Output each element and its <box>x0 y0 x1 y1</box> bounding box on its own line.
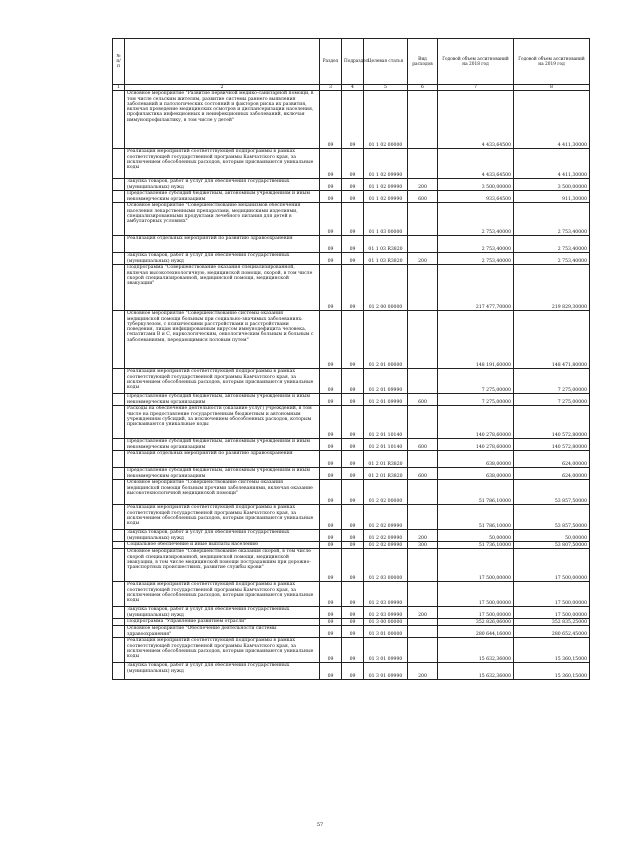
row-num-cell <box>113 439 125 451</box>
row-num-cell <box>113 149 125 179</box>
row-num-cell <box>113 451 125 468</box>
row-num-cell <box>113 468 125 480</box>
row-target-article-cell: 01 2 01 09990 <box>364 394 408 406</box>
row-razdel-cell: 09 <box>320 607 342 619</box>
row-num-cell <box>113 311 125 369</box>
row-name-cell: Основное мероприятие "Совершенствование оказания скорой, в том числе скорой специализированной, медицинской помощи, медицинской эвакуации, в том числе медицинской помощи пострадавшим при дорожно-транспортных происшествиях, развитие службы крови" <box>125 549 320 582</box>
table-row <box>113 480 590 505</box>
row-volume-2018-cell: 15 632,36000 <box>438 663 514 680</box>
row-razdel-cell: 09 <box>320 149 342 179</box>
row-podrazdel-cell: 09 <box>342 406 364 439</box>
row-expense-type-cell: 600 <box>408 191 438 203</box>
row-volume-2019-cell: 4 411,30000 <box>514 149 590 179</box>
row-expense-type-cell <box>408 626 438 638</box>
row-target-article-cell: 01 2 02 09990 <box>364 530 408 542</box>
row-podrazdel-cell: 09 <box>342 265 364 311</box>
row-razdel-cell: 09 <box>320 480 342 505</box>
row-volume-2018-cell: 15 632,36000 <box>438 638 514 663</box>
row-razdel-cell: 09 <box>320 236 342 253</box>
row-num-cell <box>113 530 125 542</box>
row-volume-2019-cell: 15 360,15000 <box>514 663 590 680</box>
table-row <box>113 663 590 680</box>
row-volume-2019-cell: 7 275,00000 <box>514 394 590 406</box>
row-razdel-cell: 09 <box>320 394 342 406</box>
row-razdel-cell: 09 <box>320 406 342 439</box>
row-num-cell <box>113 203 125 236</box>
row-volume-2019-cell: 624,00000 <box>514 468 590 480</box>
table-row <box>113 626 590 638</box>
row-razdel-cell: 09 <box>320 451 342 468</box>
row-volume-2019-cell: 140 572,80000 <box>514 439 590 451</box>
row-expense-type-cell: 600 <box>408 468 438 480</box>
row-volume-2018-cell: 17 500,00000 <box>438 607 514 619</box>
table-row <box>113 451 590 468</box>
row-num-cell <box>113 607 125 619</box>
row-num-cell <box>113 663 125 680</box>
header-volume-2018: Годовой объем ассигнований на 2018 год <box>438 39 514 85</box>
table-row <box>113 203 590 236</box>
row-expense-type-cell: 600 <box>408 394 438 406</box>
table-row <box>113 265 590 311</box>
col-number: 1 <box>113 85 125 91</box>
row-name-cell: Закупка товаров, работ и услуг для обеспечения государственных (муниципальных) нужд <box>125 179 320 191</box>
row-volume-2018-cell: 3 500,00000 <box>438 179 514 191</box>
row-podrazdel-cell: 09 <box>342 179 364 191</box>
row-podrazdel-cell: 09 <box>342 394 364 406</box>
table-row <box>113 638 590 663</box>
row-target-article-cell: 01 1 02 09990 <box>364 179 408 191</box>
row-target-article-cell: 01 2 01 R3820 <box>364 468 408 480</box>
row-target-article-cell: 01 3 01 09990 <box>364 663 408 680</box>
row-razdel-cell: 09 <box>320 369 342 394</box>
row-expense-type-cell <box>408 149 438 179</box>
row-podrazdel-cell: 09 <box>342 626 364 638</box>
row-name-cell: Основное мероприятие "Развитие первичной медико-санитарной помощи, в том числе сельским жителям, развитие системы раннего выявления заболеваний и патологических состояний и факторов риска их развития, включая проведение медицинских осмотров и диспансеризации населения, профилактика инфекционных и неинфекционных заболеваний, включая иммунопрофилактику, в том числе у детей" <box>125 91 320 149</box>
table-row <box>113 582 590 607</box>
table-row <box>113 311 590 369</box>
row-podrazdel-cell: 09 <box>342 439 364 451</box>
row-num-cell <box>113 179 125 191</box>
row-volume-2019-cell: 624,00000 <box>514 451 590 468</box>
row-volume-2018-cell: 140 278,60000 <box>438 406 514 439</box>
row-num-cell <box>113 505 125 530</box>
row-target-article-cell: 01 1 03 R3820 <box>364 253 408 265</box>
row-expense-type-cell <box>408 582 438 607</box>
row-name-cell: Реализация мероприятий соответствующей подпрограммы в рамках соответствующей государственной программы Камчатского края, за исключением обособленных расходов, которым присваиваются уникальные коды <box>125 638 320 663</box>
col-number: 7 <box>438 85 514 91</box>
row-podrazdel-cell: 09 <box>342 203 364 236</box>
row-name-cell: Основное мероприятие "Обеспечение деятельности системы здравоохранения" <box>125 626 320 638</box>
row-target-article-cell: 01 2 01 10140 <box>364 406 408 439</box>
row-target-article-cell: 01 1 03 00000 <box>364 203 408 236</box>
row-target-article-cell: 01 3 01 09990 <box>364 638 408 663</box>
row-target-article-cell: 01 2 03 09990 <box>364 582 408 607</box>
row-podrazdel-cell: 09 <box>342 638 364 663</box>
row-num-cell <box>113 582 125 607</box>
row-razdel-cell: 09 <box>320 253 342 265</box>
row-podrazdel-cell: 09 <box>342 236 364 253</box>
row-name-cell: Закупка товаров, работ и услуг для обеспечения государственных (муниципальных) нужд <box>125 530 320 542</box>
row-razdel-cell: 09 <box>320 311 342 369</box>
row-volume-2019-cell: 17 500,00000 <box>514 607 590 619</box>
col-number: 3 <box>320 85 342 91</box>
row-expense-type-cell <box>408 311 438 369</box>
row-num-cell <box>113 480 125 505</box>
row-volume-2019-cell: 53 857,50000 <box>514 505 590 530</box>
table-row <box>113 549 590 582</box>
row-num-cell <box>113 394 125 406</box>
row-podrazdel-cell: 09 <box>342 451 364 468</box>
table-row <box>113 406 590 439</box>
row-expense-type-cell <box>408 91 438 149</box>
table-row <box>113 149 590 179</box>
row-podrazdel-cell: 09 <box>342 549 364 582</box>
row-razdel-cell: 09 <box>320 91 342 149</box>
row-volume-2019-cell: 911,30000 <box>514 191 590 203</box>
table-row <box>113 91 590 149</box>
row-name-cell: Предоставление субсидий бюджетным, автономным учреждениям и иным некоммерческим организациям <box>125 468 320 480</box>
table-row <box>113 369 590 394</box>
row-razdel-cell: 09 <box>320 638 342 663</box>
row-name-cell: Основное мероприятие "Совершенствование механизмов обеспечения населения лекарственными препаратами, медицинскими изделиями, специализированными продуктами лечебного питания для детей в амбулаторных условиях" <box>125 203 320 236</box>
header-podrazdel: Подраздел <box>342 39 364 85</box>
row-name-cell: Реализация отдельных мероприятий по развитию здравоохранения <box>125 236 320 253</box>
row-target-article-cell: 01 2 02 09990 <box>364 542 408 549</box>
col-number: 6 <box>408 85 438 91</box>
row-num-cell <box>113 91 125 149</box>
row-name-cell: Основное мероприятие "Совершенствование системы оказания медицинской помощи больным при социально-значимых заболеваниях: туберкулезом, с психическими расстройствами и расстройствами поведения, лицам инфицированным вирусом иммунодефицита человека, гепатитами В и С, наркологическим, онкологическим больным и больным с заболеваниями, передающимися половым путем" <box>125 311 320 369</box>
row-volume-2018-cell: 50,00000 <box>438 530 514 542</box>
row-expense-type-cell: 200 <box>408 607 438 619</box>
row-podrazdel-cell: 09 <box>342 253 364 265</box>
row-expense-type-cell <box>408 406 438 439</box>
row-num-cell <box>113 542 125 549</box>
row-razdel-cell: 09 <box>320 582 342 607</box>
row-razdel-cell: 09 <box>320 265 342 311</box>
table-row <box>113 505 590 530</box>
budget-table <box>112 38 590 680</box>
row-volume-2018-cell: 2 753,40000 <box>438 236 514 253</box>
row-name-cell: Закупка товаров, работ и услуг для обеспечения государственных (муниципальных) нужд <box>125 607 320 619</box>
row-target-article-cell: 01 2 00 00000 <box>364 265 408 311</box>
row-volume-2019-cell: 53 807,50000 <box>514 542 590 549</box>
row-volume-2019-cell: 3 500,00000 <box>514 179 590 191</box>
row-expense-type-cell <box>408 549 438 582</box>
row-razdel-cell: 09 <box>320 203 342 236</box>
row-volume-2019-cell: 148 471,80000 <box>514 311 590 369</box>
header-name <box>125 39 320 85</box>
table-header-row <box>113 39 590 85</box>
row-razdel-cell: 09 <box>320 549 342 582</box>
row-num-cell <box>113 549 125 582</box>
row-num-cell <box>113 236 125 253</box>
col-number: 8 <box>514 85 590 91</box>
row-expense-type-cell: 200 <box>408 253 438 265</box>
row-target-article-cell: 01 2 03 00000 <box>364 549 408 582</box>
row-volume-2019-cell: 53 857,50000 <box>514 480 590 505</box>
row-volume-2018-cell: 280 644,16000 <box>438 626 514 638</box>
row-expense-type-cell <box>408 480 438 505</box>
row-volume-2018-cell: 7 275,00000 <box>438 369 514 394</box>
row-expense-type-cell: 600 <box>408 439 438 451</box>
row-volume-2018-cell: 933,64500 <box>438 191 514 203</box>
col-number: 2 <box>125 85 320 91</box>
row-name-cell: Закупка товаров, работ и услуг для обеспечения государственных (муниципальных) нужд <box>125 663 320 680</box>
row-volume-2018-cell: 638,00000 <box>438 451 514 468</box>
col-number: 4 <box>342 85 364 91</box>
row-target-article-cell: 01 1 02 09990 <box>364 149 408 179</box>
row-podrazdel-cell: 09 <box>342 505 364 530</box>
row-volume-2019-cell: 15 360,15000 <box>514 638 590 663</box>
row-razdel-cell: 09 <box>320 505 342 530</box>
row-volume-2018-cell: 51 786,10000 <box>438 480 514 505</box>
header-volume-2019: Годовой объем ассигнований на 2019 год <box>514 39 590 85</box>
row-target-article-cell: 01 1 02 00000 <box>364 91 408 149</box>
header-expense-type: Вид расходов <box>408 39 438 85</box>
row-razdel-cell: 09 <box>320 439 342 451</box>
header-target-article: Целевая статья <box>364 39 408 85</box>
row-expense-type-cell <box>408 265 438 311</box>
row-volume-2019-cell: 17 500,00000 <box>514 582 590 607</box>
row-num-cell <box>113 265 125 311</box>
row-volume-2019-cell: 352 835,25000 <box>514 619 590 626</box>
table-row <box>113 191 590 203</box>
row-volume-2018-cell: 217 477,70000 <box>438 265 514 311</box>
row-volume-2019-cell: 140 572,80000 <box>514 406 590 439</box>
row-num-cell <box>113 619 125 626</box>
row-target-article-cell: 01 2 01 00000 <box>364 311 408 369</box>
row-volume-2018-cell: 638,00000 <box>438 468 514 480</box>
row-num-cell <box>113 253 125 265</box>
row-volume-2018-cell: 17 500,00000 <box>438 582 514 607</box>
row-target-article-cell: 01 2 01 R3820 <box>364 451 408 468</box>
row-razdel-cell: 09 <box>320 179 342 191</box>
row-volume-2019-cell: 219 829,30000 <box>514 265 590 311</box>
table-row <box>113 179 590 191</box>
row-target-article-cell: 01 1 03 R3820 <box>364 236 408 253</box>
row-podrazdel-cell: 09 <box>342 663 364 680</box>
row-num-cell <box>113 626 125 638</box>
row-podrazdel-cell: 09 <box>342 530 364 542</box>
row-podrazdel-cell: 09 <box>342 468 364 480</box>
row-target-article-cell: 01 2 01 10140 <box>364 439 408 451</box>
row-volume-2018-cell: 4 433,64500 <box>438 149 514 179</box>
table-row <box>113 236 590 253</box>
row-name-cell: Реализация мероприятий соответствующей подпрограммы в рамках соответствующей государственной программы Камчатского края, за исключением обособленных расходов, которым присваиваются уникальные коды <box>125 369 320 394</box>
row-podrazdel-cell: 09 <box>342 480 364 505</box>
row-razdel-cell: 09 <box>320 542 342 549</box>
row-volume-2018-cell: 51 786,10000 <box>438 505 514 530</box>
row-razdel-cell: 09 <box>320 663 342 680</box>
row-expense-type-cell <box>408 369 438 394</box>
row-razdel-cell: 09 <box>320 468 342 480</box>
row-target-article-cell: 01 3 01 00000 <box>364 626 408 638</box>
row-expense-type-cell <box>408 451 438 468</box>
row-volume-2018-cell: 352 826,06000 <box>438 619 514 626</box>
row-volume-2018-cell: 2 753,40000 <box>438 253 514 265</box>
row-expense-type-cell <box>408 505 438 530</box>
row-razdel-cell: 09 <box>320 619 342 626</box>
row-podrazdel-cell: 09 <box>342 619 364 626</box>
row-volume-2018-cell: 148 191,60000 <box>438 311 514 369</box>
table-row <box>113 607 590 619</box>
row-name-cell: Закупка товаров, работ и услуг для обеспечения государственных (муниципальных) нужд <box>125 253 320 265</box>
row-volume-2019-cell: 4 411,30000 <box>514 91 590 149</box>
row-target-article-cell: 01 2 02 09990 <box>364 505 408 530</box>
row-volume-2018-cell: 140 278,60000 <box>438 439 514 451</box>
row-name-cell: Социальное обеспечение и иные выплаты населению <box>125 542 320 549</box>
row-podrazdel-cell: 09 <box>342 91 364 149</box>
row-podrazdel-cell: 09 <box>342 369 364 394</box>
table-row <box>113 530 590 542</box>
row-volume-2019-cell: 280 652,45000 <box>514 626 590 638</box>
row-podrazdel-cell: 09 <box>342 311 364 369</box>
row-volume-2019-cell: 2 753,40000 <box>514 253 590 265</box>
table-row <box>113 253 590 265</box>
row-podrazdel-cell: 09 <box>342 542 364 549</box>
row-volume-2019-cell: 17 500,00000 <box>514 549 590 582</box>
row-podrazdel-cell: 09 <box>342 191 364 203</box>
row-num-cell <box>113 191 125 203</box>
col-number: 5 <box>364 85 408 91</box>
row-num-cell <box>113 406 125 439</box>
header-razdel: Раздел <box>320 39 342 85</box>
row-name-cell: Подпрограмма "Совершенствование оказания специализированной, включая высокотехнологичную, медицинской помощи, скорой, в том числе скорой специализированной, медицинской помощи, медицинской эвакуации" <box>125 265 320 311</box>
row-name-cell: Реализация мероприятий соответствующей подпрограммы в рамках соответствующей государственной программы Камчатского края, за исключением обособленных расходов, которым присваиваются уникальные коды <box>125 149 320 179</box>
row-volume-2018-cell: 2 753,40000 <box>438 203 514 236</box>
row-volume-2019-cell: 2 753,40000 <box>514 203 590 236</box>
row-razdel-cell: 09 <box>320 191 342 203</box>
row-name-cell: Предоставление субсидий бюджетным, автономным учреждениям и иным некоммерческим организациям <box>125 394 320 406</box>
row-volume-2018-cell: 17 500,00000 <box>438 549 514 582</box>
row-name-cell: Расходы на обеспечение деятельности (оказание услуг) учреждений, в том числе на предоставление государственным бюджетным и автономным учреждениям субсидий, за исключением обособленных расходов, которым присваиваются уникальные коды <box>125 406 320 439</box>
header-num: № п/п <box>113 39 125 85</box>
row-volume-2018-cell: 4 433,64500 <box>438 91 514 149</box>
row-volume-2018-cell: 51 736,10000 <box>438 542 514 549</box>
row-num-cell <box>113 369 125 394</box>
row-volume-2018-cell: 7 275,00000 <box>438 394 514 406</box>
row-name-cell: Подпрограмма "Управление развитием отрасли" <box>125 619 320 626</box>
row-expense-type-cell <box>408 236 438 253</box>
row-num-cell <box>113 638 125 663</box>
row-target-article-cell: 01 2 01 09990 <box>364 369 408 394</box>
row-expense-type-cell: 300 <box>408 542 438 549</box>
row-expense-type-cell: 200 <box>408 179 438 191</box>
row-name-cell: Предоставление субсидий бюджетным, автономным учреждениям и иным некоммерческим организациям <box>125 191 320 203</box>
row-podrazdel-cell: 09 <box>342 582 364 607</box>
budget-table-sheet <box>112 38 589 680</box>
row-podrazdel-cell: 09 <box>342 149 364 179</box>
table-row <box>113 439 590 451</box>
table-row <box>113 619 590 626</box>
row-podrazdel-cell: 09 <box>342 607 364 619</box>
table-row <box>113 394 590 406</box>
row-razdel-cell: 09 <box>320 626 342 638</box>
row-name-cell: Основное мероприятие "Совершенствование системы оказания медицинской помощи больным прочими заболеваниями, включая оказание высокотехнологичной медицинской помощи" <box>125 480 320 505</box>
row-expense-type-cell <box>408 638 438 663</box>
row-name-cell: Реализация отдельных мероприятий по развитию здравоохранения <box>125 451 320 468</box>
row-name-cell: Предоставление субсидий бюджетным, автономным учреждениям и иным некоммерческим организациям <box>125 439 320 451</box>
row-expense-type-cell: 200 <box>408 663 438 680</box>
row-name-cell: Реализация мероприятий соответствующей подпрограммы в рамках соответствующей государственной программы Камчатского края, за исключением обособленных расходов, которым присваиваются уникальные коды <box>125 582 320 607</box>
row-razdel-cell: 09 <box>320 530 342 542</box>
row-expense-type-cell: 200 <box>408 530 438 542</box>
row-volume-2019-cell: 2 753,40000 <box>514 236 590 253</box>
row-volume-2019-cell: 7 275,00000 <box>514 369 590 394</box>
row-target-article-cell: 01 2 02 00000 <box>364 480 408 505</box>
row-expense-type-cell <box>408 619 438 626</box>
row-target-article-cell: 01 1 02 09990 <box>364 191 408 203</box>
row-target-article-cell: 01 3 00 00000 <box>364 619 408 626</box>
row-volume-2019-cell: 50,00000 <box>514 530 590 542</box>
page-number: 57 <box>316 822 324 828</box>
row-target-article-cell: 01 2 03 09990 <box>364 607 408 619</box>
row-name-cell: Реализация мероприятий соответствующей подпрограммы в рамках соответствующей государственной программы Камчатского края, за исключением обособленных расходов, которым присваиваются уникальные коды <box>125 505 320 530</box>
table-row <box>113 542 590 549</box>
table-row <box>113 468 590 480</box>
row-expense-type-cell <box>408 203 438 236</box>
